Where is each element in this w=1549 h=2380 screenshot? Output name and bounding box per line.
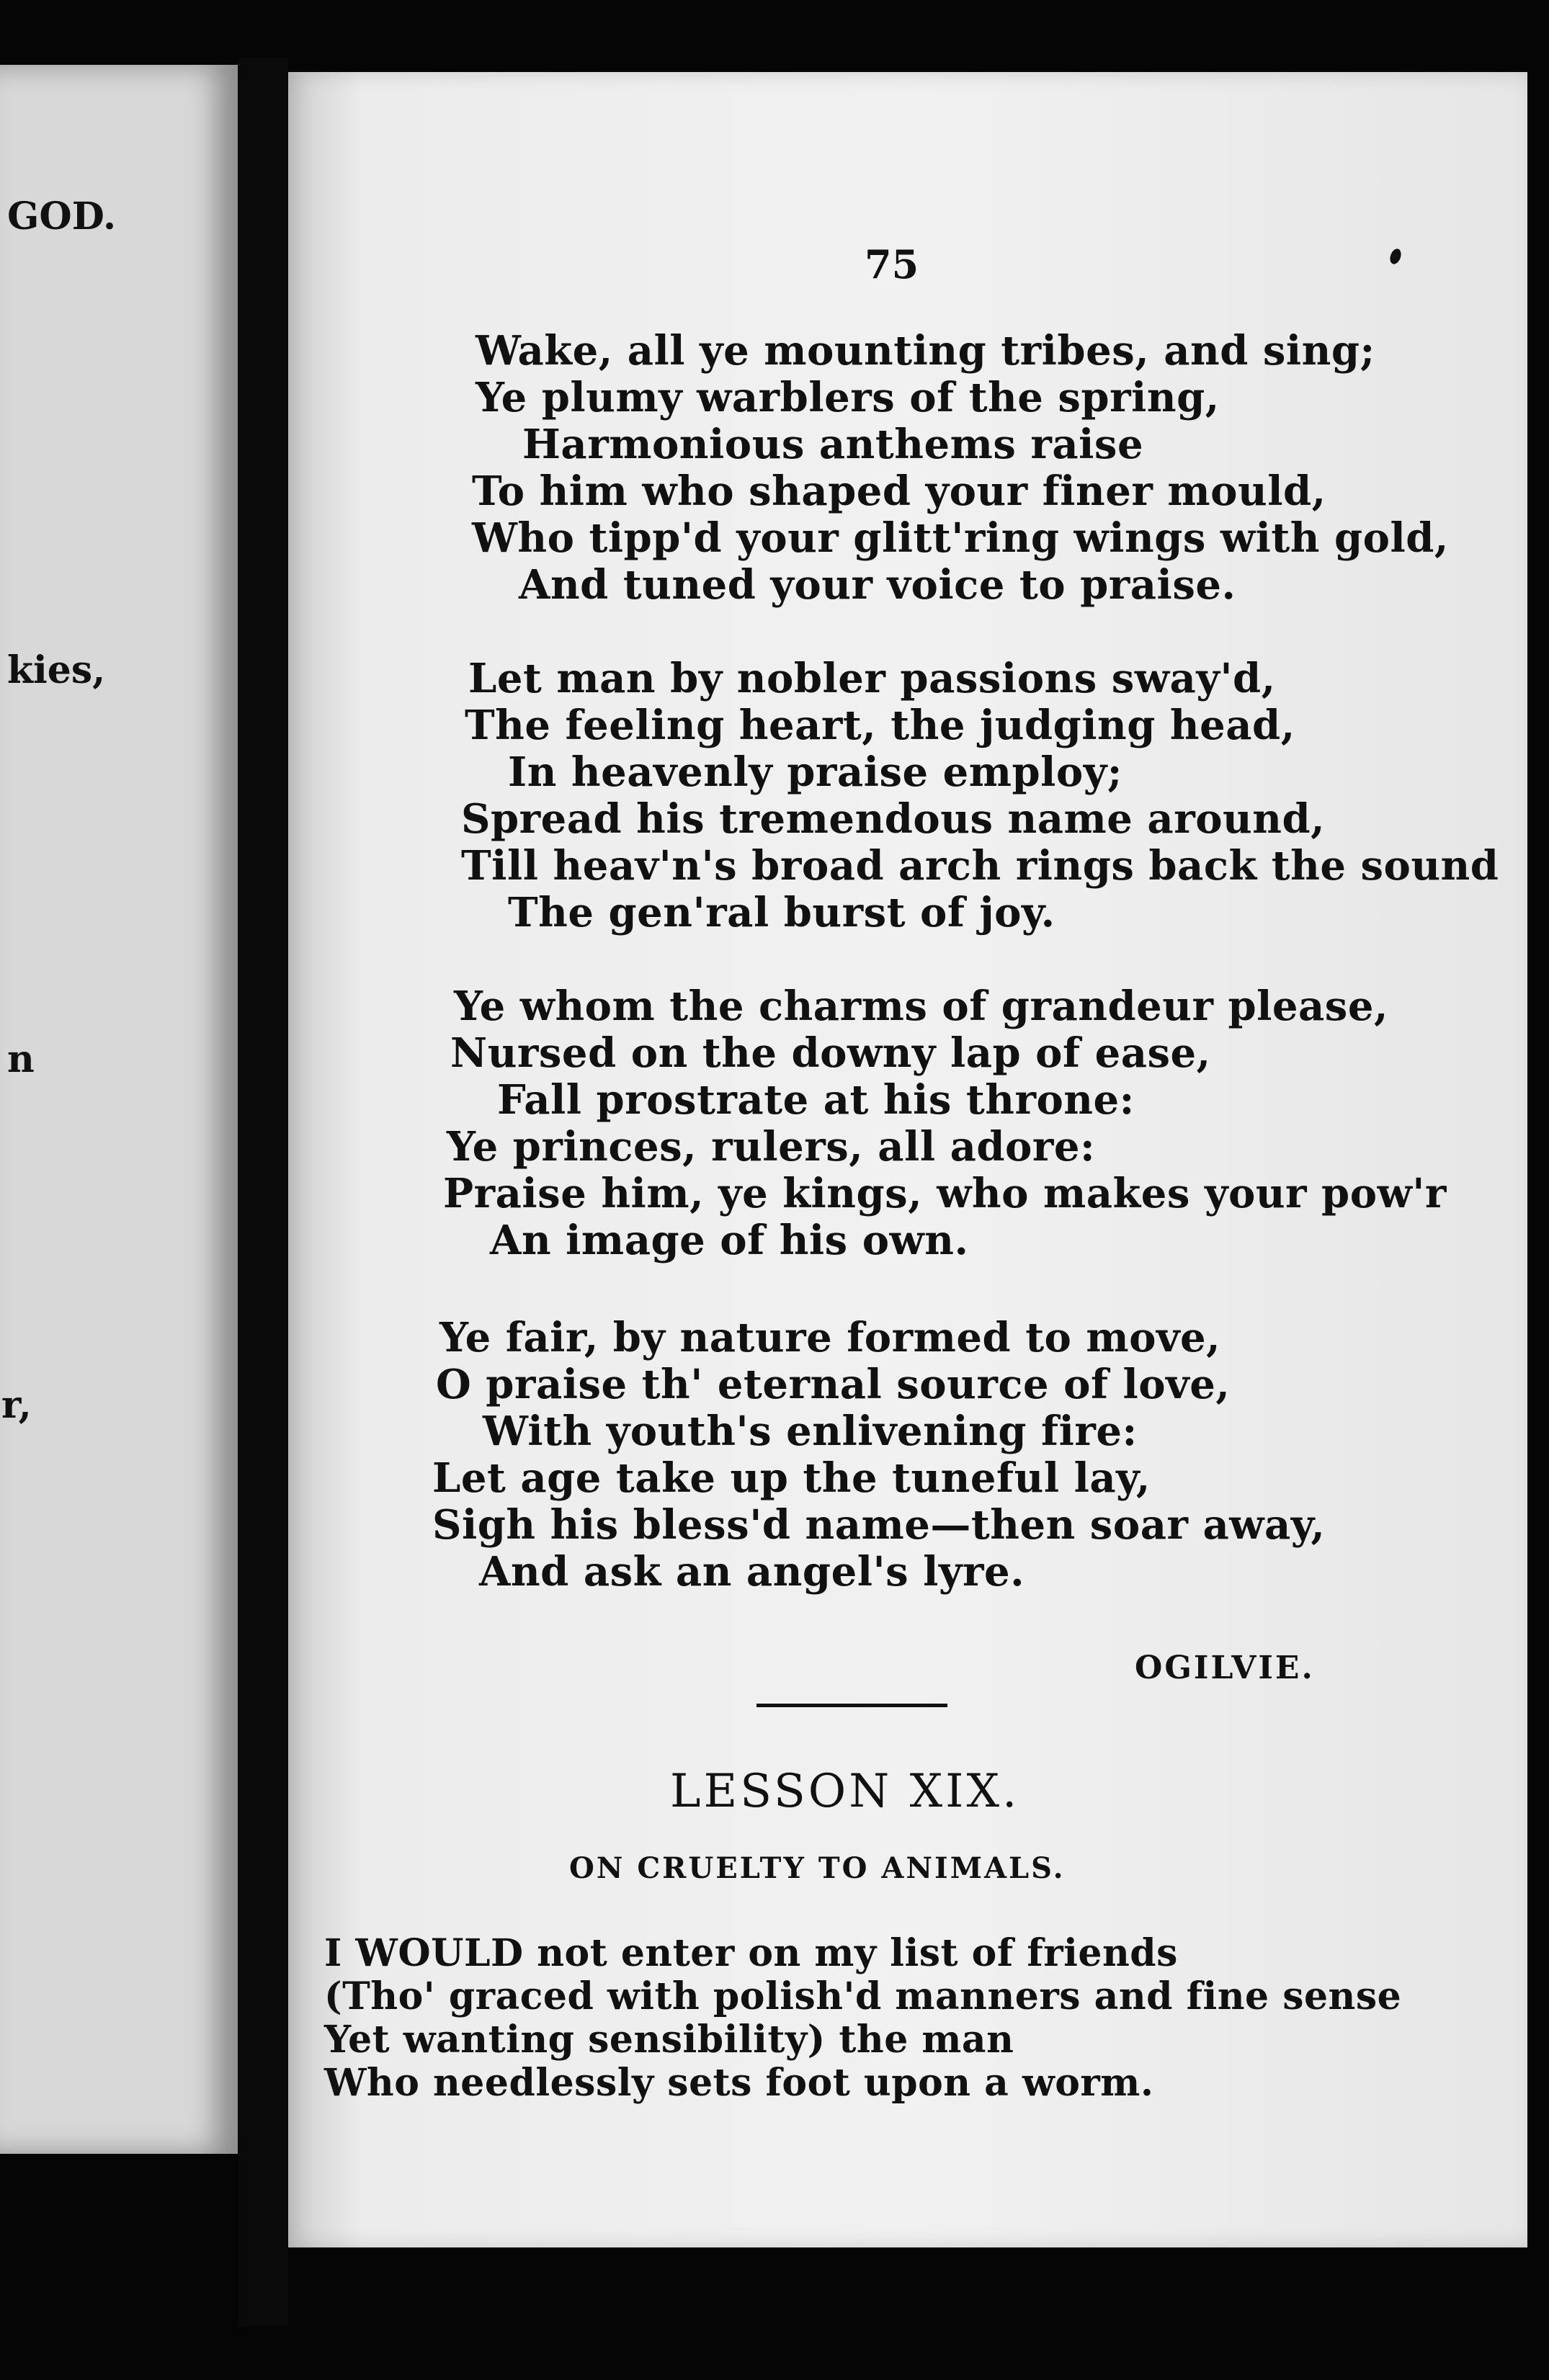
poem-line: To him who shaped your finer mould, bbox=[472, 468, 1326, 515]
poem-line: Harmonious anthems raise bbox=[522, 421, 1144, 468]
book-gutter bbox=[238, 58, 288, 2327]
section-divider bbox=[756, 1704, 947, 1707]
poem-line: Ye plumy warblers of the spring, bbox=[476, 374, 1220, 421]
page-content bbox=[288, 72, 1527, 2247]
left-page-fragment: r, bbox=[1, 1383, 32, 1427]
lesson-line: Yet wanting sensibility) the man bbox=[324, 2018, 1014, 2062]
poem-line: Till heav'n's broad arch rings back the sound bbox=[461, 842, 1499, 890]
left-page-fragment: GOD. bbox=[7, 194, 117, 238]
poem-line: The feeling heart, the judging head, bbox=[465, 702, 1295, 749]
left-page-fragment: kies, bbox=[7, 648, 106, 692]
poem-line: In heavenly praise employ; bbox=[508, 748, 1122, 796]
poem-line: Let age take up the tuneful lay, bbox=[432, 1454, 1151, 1502]
poem-line: Ye fair, by nature formed to move, bbox=[439, 1314, 1221, 1361]
poem-line: Spread his tremendous name around, bbox=[461, 795, 1326, 843]
page-number: 75 bbox=[865, 241, 919, 287]
lesson-line: (Tho' graced with polish'd manners and fine sense bbox=[324, 1974, 1402, 2018]
poem-line: An image of his own. bbox=[490, 1217, 969, 1264]
poem-line: Fall prostrate at his throne: bbox=[497, 1076, 1135, 1124]
poem-line: O praise th' eternal source of love, bbox=[436, 1361, 1231, 1408]
lesson-title: LESSON XIX. bbox=[670, 1765, 1020, 1818]
poem-line: Nursed on the downy lap of ease, bbox=[450, 1029, 1211, 1077]
poem-line: Let man by nobler passions sway'd, bbox=[468, 655, 1276, 702]
poem-line: And ask an angel's lyre. bbox=[479, 1548, 1025, 1596]
poem-line: Who tipp'd your glitt'ring wings with gold, bbox=[472, 514, 1449, 562]
left-page bbox=[0, 65, 238, 2154]
lesson-subtitle: ON CRUELTY TO ANIMALS. bbox=[569, 1851, 1066, 1885]
left-page-fragment: n bbox=[7, 1037, 35, 1081]
lesson-line: Who needlessly sets foot upon a worm. bbox=[324, 2061, 1154, 2105]
poem-line: With youth's enlivening fire: bbox=[483, 1408, 1138, 1455]
poem-line: Ye princes, rulers, all adore: bbox=[447, 1123, 1096, 1171]
poem-attribution: OGILVIE. bbox=[1135, 1650, 1315, 1686]
lesson-line: I WOULD not enter on my list of friends bbox=[324, 1931, 1178, 1975]
ink-dot bbox=[1388, 247, 1403, 265]
poem-line: Wake, all ye mounting tribes, and sing; bbox=[476, 327, 1375, 375]
poem-line: Sigh his bless'd name—then soar away, bbox=[432, 1501, 1326, 1549]
right-page bbox=[288, 72, 1527, 2247]
poem-line: And tuned your voice to praise. bbox=[519, 561, 1236, 609]
poem-line: Praise him, ye kings, who makes your pow'r bbox=[443, 1170, 1447, 1217]
poem-line: The gen'ral burst of joy. bbox=[508, 889, 1055, 936]
poem-line: Ye whom the charms of grandeur please, bbox=[454, 983, 1388, 1030]
